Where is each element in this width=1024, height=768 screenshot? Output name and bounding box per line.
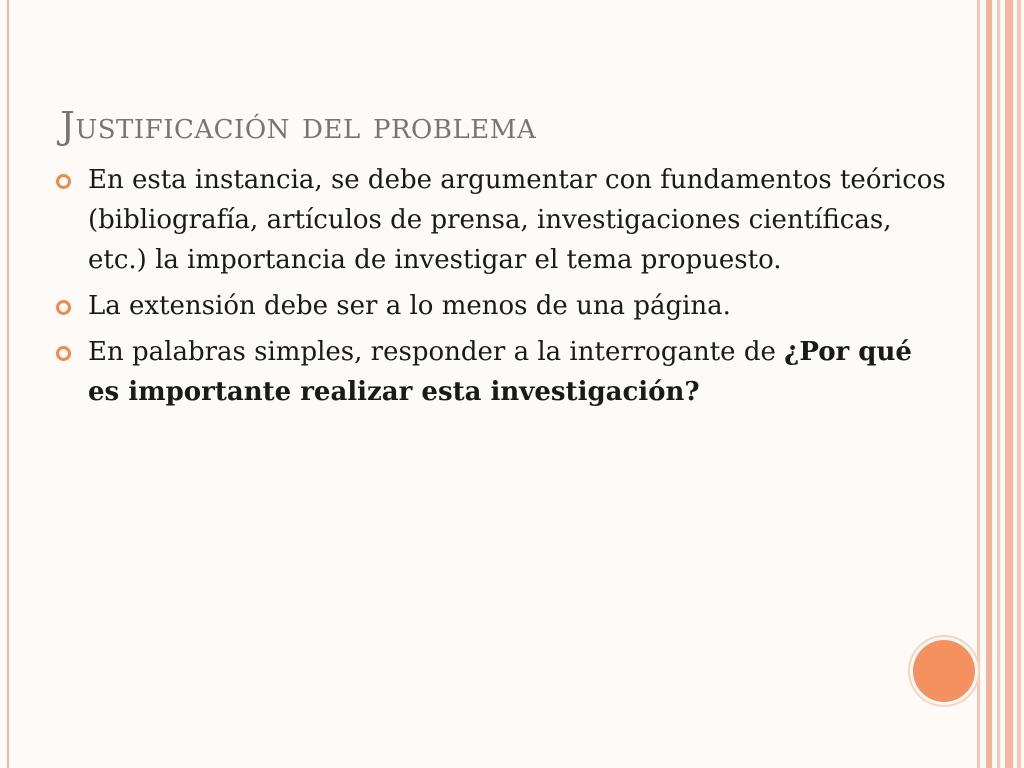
bullet-question: ¿Por qué es importante realizar esta investigación? xyxy=(88,337,912,407)
slide-title: Justificación del problema xyxy=(60,104,537,147)
right-stripe xyxy=(1017,0,1021,768)
list-item xyxy=(50,286,950,326)
bullet-text: En palabras simples, responder a la interrogante de xyxy=(88,337,776,367)
list-item xyxy=(50,160,950,280)
circle-bullet-icon xyxy=(56,174,71,189)
list-item xyxy=(50,332,950,412)
bullet-list xyxy=(50,160,950,418)
orange-circle-icon xyxy=(913,640,975,702)
left-accent-line xyxy=(7,0,9,768)
right-stripe xyxy=(1005,0,1013,768)
right-stripe xyxy=(997,0,1000,768)
right-stripe xyxy=(986,0,992,768)
bullet-text: La extensión debe ser a lo menos de una página. xyxy=(88,291,731,321)
circle-bullet-icon xyxy=(56,300,71,315)
circle-bullet-icon xyxy=(56,346,71,361)
right-stripe xyxy=(977,0,980,768)
bullet-text: En esta instancia, se debe argumentar con fundamentos teóricos (bibliografía, artículos de prensa, investigaciones científicas, etc.) la importancia de investigar el tema propuesto. xyxy=(88,165,946,275)
